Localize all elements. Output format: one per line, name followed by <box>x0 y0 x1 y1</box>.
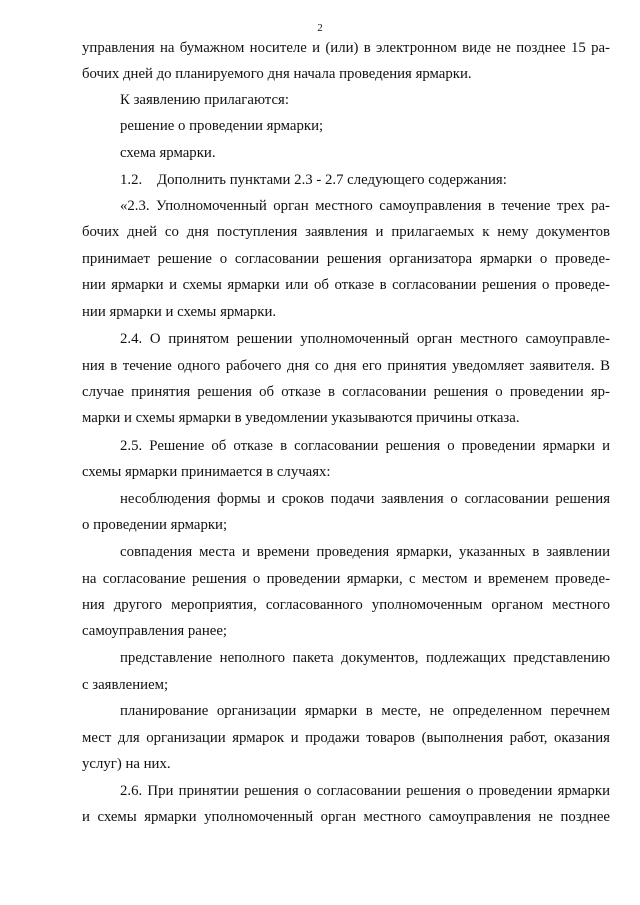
text-line: случае принятия решения об отказе в согласовании решения о проведении яр- <box>82 384 610 400</box>
text-line: о проведении ярмарки; <box>82 517 228 533</box>
text-line: мест для организации ярмарок и продажи товаров (выполнения работ, оказания <box>82 730 610 746</box>
text-line: 1.2. Дополнить пунктами 2.3 - 2.7 следующего содержания: <box>120 172 507 188</box>
text-line: представление неполного пакета документов, подлежащих представлению <box>120 650 610 666</box>
text-line: нии ярмарки и схемы ярмарки или об отказе в согласовании решения о проведе- <box>82 277 610 293</box>
text-line: бочих дней до планируемого дня начала проведения ярмарки. <box>82 66 472 82</box>
text-line: К заявлению прилагаются: <box>120 92 289 108</box>
text-line: 2.6. При принятии решения о согласовании решения о проведении ярмарки <box>120 783 610 799</box>
text-line: «2.3. Уполномоченный орган местного самоуправления в течение трех ра- <box>120 198 610 214</box>
text-line: с заявлением; <box>82 677 169 693</box>
text-line: решение о проведении ярмарки; <box>120 118 324 134</box>
text-line: услуг) на них. <box>82 756 171 772</box>
text-line: на согласование решения о проведении ярмарки, с местом и временем проведе- <box>82 571 610 587</box>
text-line: бочих дней со дня поступления заявления и прилагаемых к нему документов <box>82 224 610 240</box>
text-line: совпадения места и времени проведения ярмарки, указанных в заявлении <box>120 544 610 560</box>
text-line: схемы ярмарки принимается в случаях: <box>82 464 331 480</box>
text-line: и схемы ярмарки уполномоченный орган местного самоуправления не позднее <box>82 809 610 825</box>
text-line: нии ярмарки и схемы ярмарки. <box>82 304 277 320</box>
text-line: 2.4. О принятом решении уполномоченный орган местного самоуправле- <box>120 331 610 347</box>
text-line: марки и схемы ярмарки в уведомлении указываются причины отказа. <box>82 410 520 426</box>
text-line: несоблюдения формы и сроков подачи заявления о согласовании решения <box>120 491 610 507</box>
text-line: ния в течение одного рабочего дня со дня его принятия уведомляет заявителя. В <box>82 358 610 374</box>
text-line: 2.5. Решение об отказе в согласовании решения о проведении ярмарки и <box>120 438 610 454</box>
page-number: 2 <box>317 22 323 34</box>
text-line: управления на бумажном носителе и (или) в электронном виде не позднее 15 ра- <box>82 40 610 56</box>
text-line: схема ярмарки. <box>120 145 216 161</box>
text-line: самоуправления ранее; <box>82 623 228 639</box>
text-line: принимает решение о согласовании решения организатора ярмарки о проведе- <box>82 251 610 267</box>
text-line: планирование организации ярмарки в месте, не определенном перечнем <box>120 703 610 719</box>
text-line: ния другого мероприятия, согласованного уполномоченным органом местного <box>82 597 610 613</box>
